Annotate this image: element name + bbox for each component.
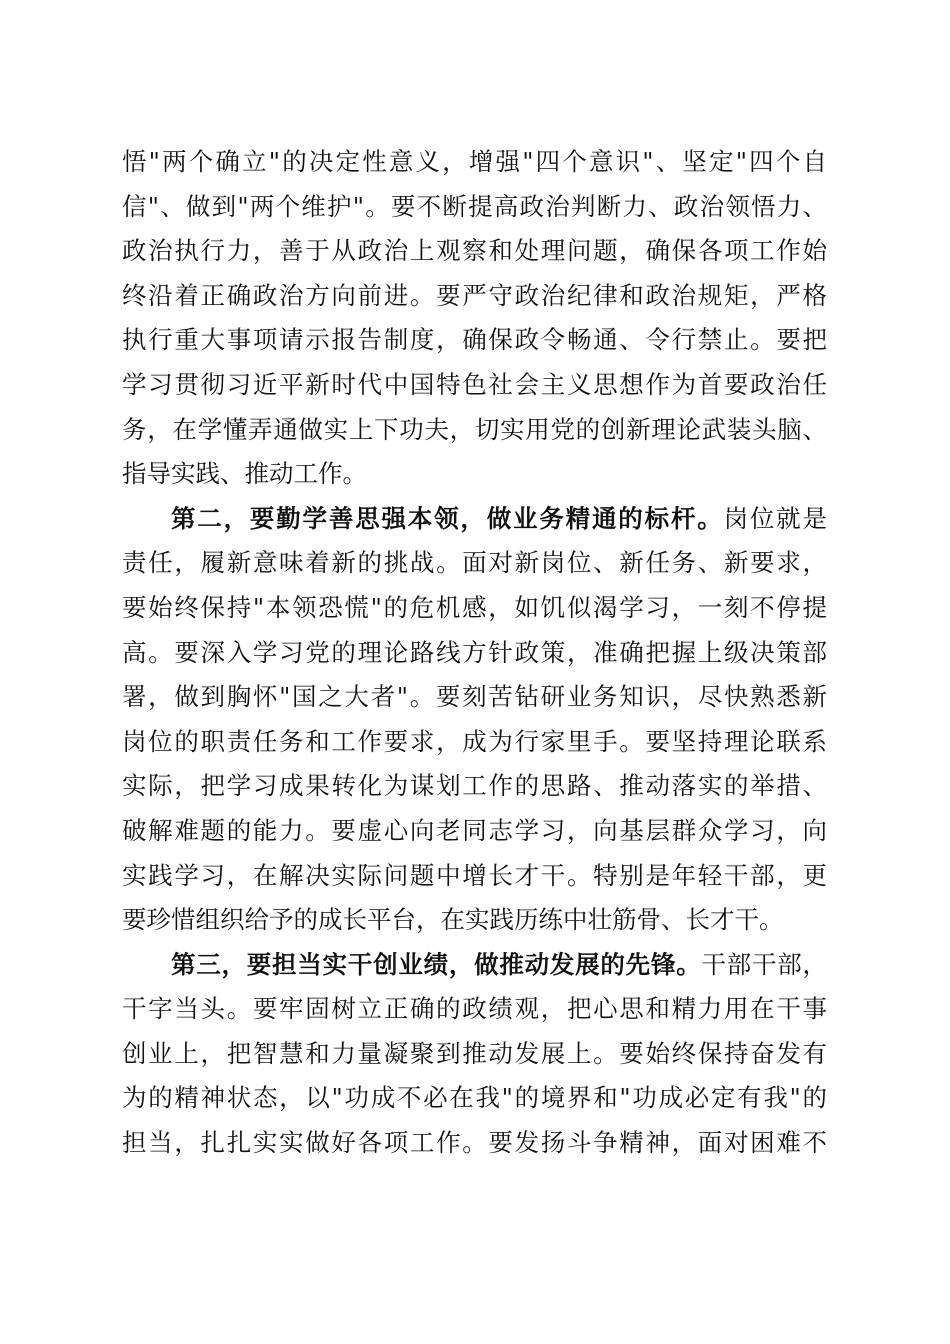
text-line: 学习贯彻习近平新时代中国特色社会主义思想作为首要政治任: [122, 369, 827, 399]
paragraph-1: [122, 140, 827, 497]
document-body: [122, 140, 827, 1166]
text-line: 政治执行力，善于从政治上观察和处理问题，确保各项工作始: [122, 236, 827, 266]
text-line: 实际，把学习成果转化为谋划工作的思路、推动落实的举措、: [122, 771, 827, 801]
paragraph-first-line-rest: 岗位就是: [723, 503, 827, 533]
paragraph-first-line: [122, 943, 827, 988]
text-line: 信"、做到"两个维护"。要不断提高政治判断力、政治领悟力、: [122, 191, 827, 221]
text-line: 破解难题的能力。要虚心向老同志学习，向基层群众学习，向: [122, 815, 827, 845]
text-line: 要始终保持"本领恐慌"的危机感，如饥似渴学习，一刻不停提: [122, 592, 827, 622]
text-line: 高。要深入学习党的理论路线方针政策，准确把握上级决策部: [122, 637, 827, 667]
paragraph-lead-sentence: 第二，要勤学善思强本领，做业务精通的标杆。: [171, 503, 724, 533]
paragraph-lead-sentence: 第三，要担当实干创业绩，做推动发展的先锋。: [171, 949, 702, 979]
text-line: 为的精神状态，以"功成不必在我"的境界和"功成必定有我"的: [122, 1083, 827, 1113]
text-line: 干字当头。要牢固树立正确的政绩观，把心思和精力用在干事: [122, 994, 827, 1024]
text-line: 终沿着正确政治方向前进。要严守政治纪律和政治规矩，严格: [122, 280, 827, 310]
text-line: 岗位的职责任务和工作要求，成为行家里手。要坚持理论联系: [122, 726, 827, 756]
text-line: 实践学习，在解决实际问题中增长才干。特别是年轻干部，更: [122, 860, 827, 890]
paragraph-first-line: [122, 497, 827, 542]
paragraph-3: [122, 943, 827, 1166]
text-line: 要珍惜组织给予的成长平台，在实践历练中壮筋骨、长才干。: [122, 905, 784, 935]
text-line: 责任，履新意味着新的挑战。面对新岗位、新任务、新要求，: [122, 548, 827, 578]
text-line: 担当，扎扎实实做好各项工作。要发扬斗争精神，面对困难不: [122, 1128, 827, 1158]
paragraph-first-line-rest: 干部干部，: [701, 949, 828, 979]
text-line: 悟"两个确立"的决定性意义，增强"四个意识"、坚定"四个自: [122, 147, 827, 176]
text-line: 创业上，把智慧和力量凝聚到推动发展上。要始终保持奋发有: [122, 1038, 827, 1068]
text-line: 指导实践、推动工作。: [122, 459, 367, 489]
text-line: 执行重大事项请示报告制度，确保政令畅通、令行禁止。要把: [122, 325, 827, 355]
paragraph-2: [122, 497, 827, 943]
text-line: 署，做到胸怀"国之大者"。要刻苦钻研业务知识，尽快熟悉新: [122, 682, 827, 712]
text-line: 务，在学懂弄通做实上下功夫，切实用党的创新理论武装头脑、: [122, 414, 827, 444]
